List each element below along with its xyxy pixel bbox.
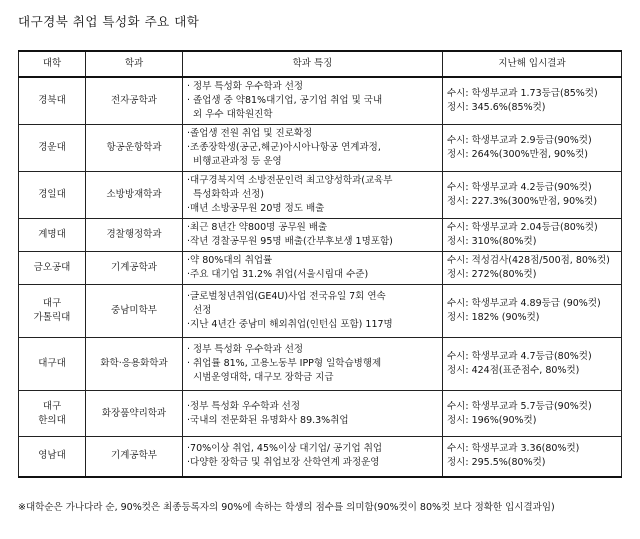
university-name: 경북대 (38, 95, 66, 106)
feature-line: 외 우수 대학원진학 (187, 109, 273, 120)
university-cell (19, 219, 86, 252)
university-name: 계명대 (38, 229, 66, 240)
feature-line: ·정부 특성화 우수학과 선정 (187, 400, 301, 412)
features-cell (183, 338, 443, 391)
result-line: 정시: 310%(80%컷) (447, 236, 537, 247)
department-cell: 기계공학과 (86, 252, 183, 285)
result-line: 수시: 적성검사(428점/500점, 80%컷) (447, 255, 610, 266)
university-name: 대구 (42, 298, 62, 309)
university-name: 경일대 (38, 189, 66, 200)
university-cell (19, 172, 86, 219)
university-name: 가톨릭대 (33, 312, 71, 323)
department-cell: 항공운항학과 (86, 125, 183, 172)
feature-line: ·주요 대기업 31.2% 취업(서울시립대 수준) (187, 269, 369, 280)
results-cell (443, 172, 622, 219)
header-university: 대학 (19, 51, 86, 77)
result-line: 수시: 학생부교과 4.89등급 (90%컷) (447, 298, 601, 309)
university-name: 경운대 (38, 142, 66, 153)
result-line: 정시: 264%(300%만점, 90%컷) (447, 149, 588, 160)
department-cell: 기계공학부 (86, 437, 183, 477)
university-name: 대구대 (38, 358, 66, 369)
result-line: 수시: 학생부교과 2.9등급(90%컷) (447, 135, 592, 146)
feature-line: · 정부 특성화 우수학과 선정 (187, 344, 304, 355)
department-cell: 중남미학부 (86, 285, 183, 338)
universities-table (18, 50, 622, 478)
feature-line: ·국내의 전문화된 유명화사 89.3%취업 (187, 414, 349, 426)
features-cell (183, 219, 443, 252)
result-line: 정시: 182% (90%컷) (447, 312, 540, 323)
feature-line: ·대구경북지역 소방전문인력 최고양성학과(교육부 (187, 175, 393, 186)
features-cell (183, 391, 443, 437)
university-cell (19, 77, 86, 125)
results-cell (443, 219, 622, 252)
university-cell (19, 391, 86, 437)
department-cell: 경찰행정학과 (86, 219, 183, 252)
university-cell (19, 437, 86, 477)
features-cell (183, 125, 443, 172)
table-row (19, 172, 622, 219)
results-cell (443, 77, 622, 125)
result-line: 정시: 345.6%(85%컷) (447, 102, 546, 113)
feature-line: ·매년 소방공무원 20명 정도 배출 (187, 203, 325, 214)
header-features: 학과 특징 (183, 51, 443, 77)
table-row (19, 338, 622, 391)
feature-line: ·다양한 장학금 및 취업보장 산학연계 과정운영 (187, 457, 380, 469)
feature-line: 시범운영대학, 대구모 장학금 지급 (187, 372, 334, 383)
result-line: 수시: 학생부교과 1.73등급(85%컷) (447, 88, 598, 99)
result-line: 정시: 196%(90%컷) (447, 414, 537, 426)
feature-line: 비행교관과정 등 운영 (187, 156, 282, 167)
feature-line: · 졸업생 중 약81%대기업, 공기업 취업 및 국내 (187, 95, 383, 106)
department-cell: 소방방재학과 (86, 172, 183, 219)
result-line: 정시: 272%(80%컷) (447, 269, 537, 280)
result-line: 수시: 학생부교과 2.04등급(80%컷) (447, 222, 598, 233)
table-row (19, 125, 622, 172)
feature-line: ·글로벌청년취업(GE4U)사업 전국유일 7회 연속 (187, 291, 386, 302)
footnote: ※대학순은 가나다라 순, 90%컷은 최종등록자의 90%에 속하는 학생의 점수를 의미함(90%컷이 80%컷 보다 정확한 입시결과임) (18, 502, 555, 513)
results-cell (443, 285, 622, 338)
university-cell (19, 338, 86, 391)
feature-line: ·약 80%대의 취업률 (187, 255, 273, 266)
department-cell: 화학·응용화학과 (86, 338, 183, 391)
feature-line: · 정부 특성화 우수학과 선정 (187, 81, 304, 92)
result-line: 정시: 295.5%(80%컷) (447, 457, 546, 469)
table-row (19, 437, 622, 477)
table-row (19, 391, 622, 437)
features-cell (183, 285, 443, 338)
results-cell (443, 252, 622, 285)
feature-line: ·지난 4년간 중남미 해외취업(인턴십 포함) 117명 (187, 319, 393, 330)
university-cell (19, 285, 86, 338)
features-cell (183, 172, 443, 219)
feature-line: · 취업률 81%, 고용노동부 IPP형 일학습병행제 (187, 358, 382, 369)
results-cell (443, 125, 622, 172)
feature-line: ·졸업생 전원 취업 및 진로확정 (187, 128, 313, 139)
university-name: 금오공대 (33, 262, 71, 273)
feature-line: ·조종장학생(공군,해군)아시아나항공 연계과정, (187, 142, 381, 153)
university-name: 대구 (42, 400, 62, 412)
result-line: 수시: 학생부교과 3.36(80%컷) (447, 443, 580, 455)
result-line: 수시: 학생부교과 5.7등급(90%컷) (447, 400, 592, 412)
features-cell (183, 252, 443, 285)
page-title: 대구경북 취업 특성화 주요 대학 (18, 14, 200, 29)
department-cell: 전자공학과 (86, 77, 183, 125)
table-row (19, 285, 622, 338)
university-name: 영남대 (38, 450, 66, 462)
feature-line: ·작년 경찰공무원 95명 배출(간부후보생 1명포함) (187, 236, 393, 247)
header-department: 학과 (86, 51, 183, 77)
result-line: 정시: 227.3%(300%만점, 90%컷) (447, 196, 598, 207)
features-cell (183, 437, 443, 477)
feature-line: ·최근 8년간 약800명 공무원 배출 (187, 222, 328, 233)
features-cell (183, 77, 443, 125)
feature-line: 특성화학과 선정) (187, 189, 265, 200)
header-results: 지난해 입시결과 (443, 51, 622, 77)
table-row (19, 252, 622, 285)
results-cell (443, 391, 622, 437)
result-line: 수시: 학생부교과 4.7등급(80%컷) (447, 351, 592, 362)
result-line: 정시: 424점(표준점수, 80%컷) (447, 365, 580, 376)
university-cell (19, 252, 86, 285)
feature-line: ·70%이상 취업, 45%이상 대기업/ 공기업 취업 (187, 443, 383, 455)
results-cell (443, 437, 622, 477)
table-header-row (19, 51, 622, 77)
results-cell (443, 338, 622, 391)
table-row (19, 219, 622, 252)
department-cell: 화장품약리학과 (86, 391, 183, 437)
university-cell (19, 125, 86, 172)
feature-line: 선정 (187, 305, 212, 316)
result-line: 수시: 학생부교과 4.2등급(90%컷) (447, 182, 592, 193)
table-row (19, 77, 622, 125)
university-name: 한의대 (38, 414, 66, 426)
